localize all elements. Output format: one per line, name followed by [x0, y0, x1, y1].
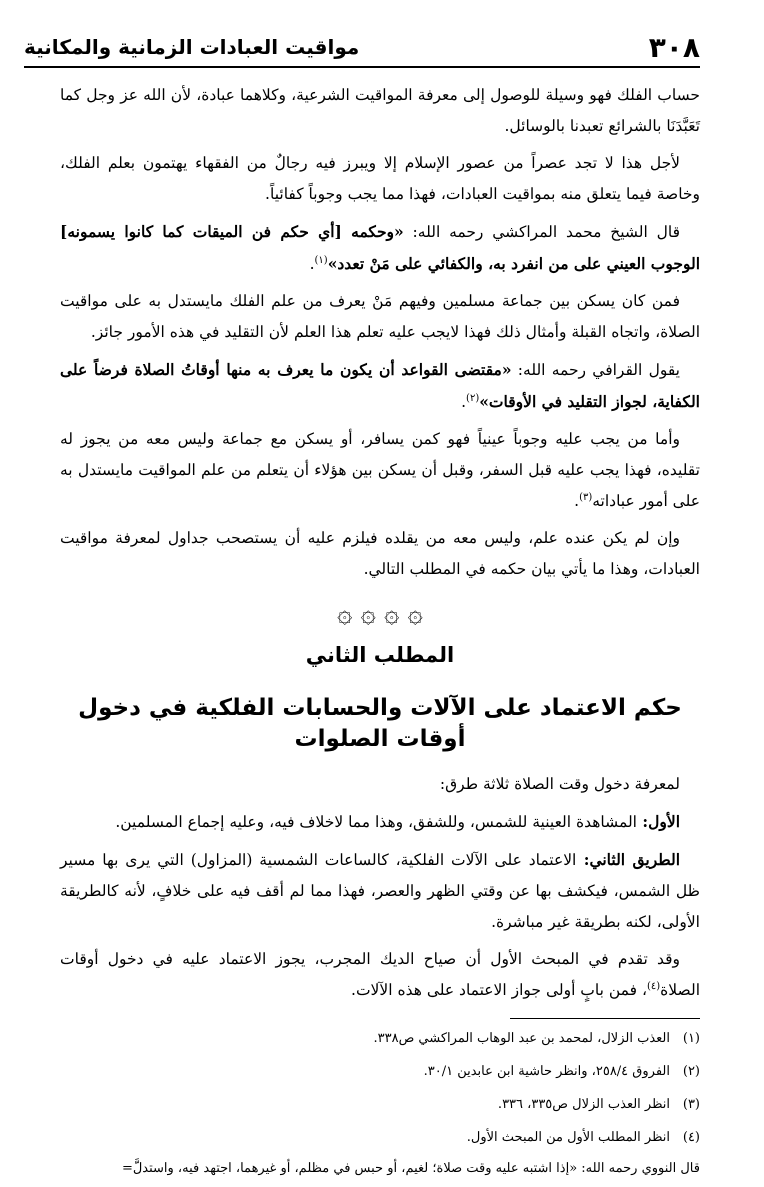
paragraph: لأجل هذا لا تجد عصراً من عصور الإسلام إلا ويبرز فيه رجالٌ من الفقهاء يهتمون بعلم الفلك، وخاصة فيما يتعلق منه بمواقيت العبادات، فهذا مما يجب وجوباً كفائياً. [60, 154, 700, 203]
quote-intro: قال الشيخ محمد المراكشي رحمه الله: [403, 223, 680, 241]
paragraph-text: وقد تقدم في المبحث الأول أن صياح الديك المجرب، يجوز الاعتماد عليه في دخول أوقات الصلاة [60, 950, 700, 999]
method-second [60, 844, 700, 938]
method-first [60, 806, 700, 838]
running-title: مواقيت العبادات الزمانية والمكانية [24, 35, 360, 59]
footnote-text: العذب الزلال، لمحمد بن عبد الوهاب المراكشي ص٣٣٨. [373, 1031, 670, 1046]
paragraph: حساب الفلك فهو وسيلة للوصول إلى معرفة المواقيت الشرعية، وكلاهما عبادة، لأن الله عز وجل كما تَعَبَّدَنَا بالشرائع تعبدنا بالوسائل. [60, 86, 700, 135]
paragraph: وأما من يجب عليه وجوباً عينياً فهو كمن يسافر، أو يسكن مع جماعة وليس معه من يجوز له تقليده، فهذا يجب عليه قبل السفر، وقبل أن يسكن بين هؤلاء أن يتعلم من علم المواقيت مايستدل به على أمور عباداته$^{(٣)}$. [60, 430, 700, 510]
footnote-text: انظر العذب الزلال ص٣٣٥، ٣٣٦. [497, 1097, 670, 1112]
method-text: المشاهدة العينية للشمس، وللشفق، وهذا مما لاخلاف فيه، وعليه إجماع المسلمين. [115, 813, 637, 831]
quote-text: «وحكمه [أي حكم فن الميقات كما كانوا يسمونه] الوجوب العيني على من انفرد به، والكفائي على مَنْ تعدد» [60, 222, 700, 273]
paragraph-quote-qarafi: يقول القرافي رحمه الله: «مقتضى القواعد أن يكون ما يعرف به منها أوقاتُ الصلاة فرضاً على الكفاية، لجواز التقليد في الأوقات»$^{(٢)}$. [60, 360, 700, 411]
ornament-divider: ۞ ۞ ۞ ۞ [337, 599, 423, 629]
quote-text: «مقتضى القواعد أن يكون ما يعرف به منها أوقاتُ الصلاة فرضاً على الكفاية، لجواز التقليد في الأوقات» [60, 360, 700, 411]
footnote-number: (١) [682, 1031, 700, 1046]
footnote-ref[interactable]: (٤) [646, 980, 661, 992]
paragraph: وإن لم يكن عنده علم، وليس معه من يقلده فيلزم عليه أن يستصحب جداول لمعرفة مواقيت العبادات، وهذا ما يأتي بيان حكمه في المطلب التالي. [60, 529, 700, 578]
footnote-number: (٢) [682, 1064, 700, 1079]
page-body [60, 80, 700, 1187]
footnote-text: الفروق ٢٥٨/٤، وانظر حاشية ابن عابدين ٣٠/١. [423, 1064, 670, 1079]
paragraph-quote-marrakchi: قال الشيخ محمد المراكشي رحمه الله: «وحكمه [أي حكم فن الميقات كما كانوا يسمونه] الوجوب العيني على من انفرد به، والكفائي على مَنْ تعدد»$^{(١)}$. [60, 222, 700, 273]
footnote-number: (٣) [682, 1097, 700, 1112]
method-label: الأول: [636, 812, 680, 831]
paragraph [60, 944, 700, 1006]
paragraph-text: وأما من يجب عليه وجوباً عينياً فهو كمن يسافر، أو يسكن مع جماعة وليس معه من يجوز له تقليده، فهذا يجب عليه قبل السفر، وقبل أن يسكن بين هؤلاء أن يتعلم من علم المواقيت مايستدل به على أمور عباداته [60, 430, 700, 510]
footnote [60, 1091, 700, 1118]
footnote [60, 1124, 700, 1151]
footnote-number: (٤) [682, 1130, 700, 1145]
footnote-separator [510, 1018, 700, 1019]
paragraph: لمعرفة دخول وقت الصلاة ثلاثة طرق: [439, 775, 680, 793]
page-header [24, 28, 700, 68]
footnote-continuation: قال النووي رحمه الله: «إذا اشتبه عليه وقت صلاة؛ لغيم، أو حبس في مظلم، أو غيرهما، اجتهد فيه، واستدلَّ= [121, 1161, 700, 1176]
footnote-text: انظر المطلب الأول من المبحث الأول. [466, 1130, 670, 1145]
method-label: الطريق الثاني: [576, 850, 681, 869]
section-title: المطلب الثاني [305, 643, 455, 667]
page-number: ٣٠٨ [648, 30, 700, 64]
paragraph-text: ، فمن بابٍ أولى جواز الاعتماد على هذه الآلات. [351, 981, 647, 999]
method-text: الاعتماد على الآلات الفلكية، كالساعات الشمسية (المزاول) التي يرى بها مسير ظل الشمس، فيكشف بها عن وقتي الظهر والعصر، فهذا مما لم أقف فيه على خلافٍ، لأنه كالطريقة الأولى، لكنه بطريقة غير مباشرة. [60, 851, 700, 931]
footnote-ref[interactable]: (١) [314, 254, 328, 266]
paragraph: فمن كان يسكن بين جماعة مسلمين وفيهم مَنْ يعرف من علم الفلك مايستدل به على مواقيت الصلاة، واتجاه القبلة وأمثال ذلك فهذا لايجب عليه تعلم هذا العلم لأن التقليد في هذه الأمور جائز. [60, 292, 700, 341]
quote-intro: يقول القرافي رحمه الله: [511, 361, 680, 379]
footnote [60, 1058, 700, 1085]
footnote [60, 1025, 700, 1052]
section-heading: حكم الاعتماد على الآلات والحسابات الفلكية في دخول أوقات الصلوات [78, 695, 682, 752]
footnote-ref[interactable]: (٣) [579, 491, 593, 503]
footnote-ref[interactable]: (٢) [466, 392, 480, 404]
